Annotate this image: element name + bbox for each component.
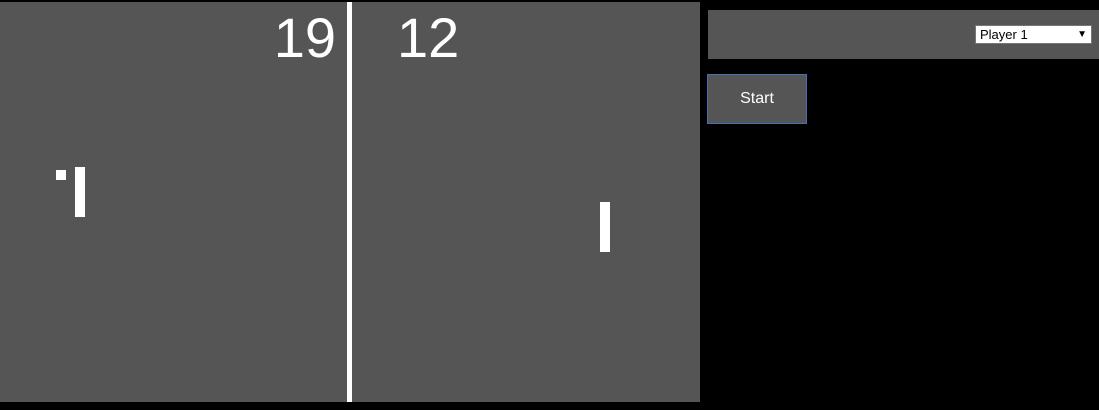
center-net [347,2,352,402]
left-score: 19 [273,6,336,69]
left-paddle [75,167,85,217]
player-select-value: Player 1 [980,27,1028,42]
player-select[interactable] [975,25,1092,44]
right-paddle [600,202,610,252]
right-score: 12 [397,6,460,69]
chevron-down-icon: ▼ [1077,29,1087,40]
start-button[interactable]: Start [707,74,807,124]
game-board [0,2,700,402]
ball [56,170,66,180]
control-bar [708,10,1099,59]
